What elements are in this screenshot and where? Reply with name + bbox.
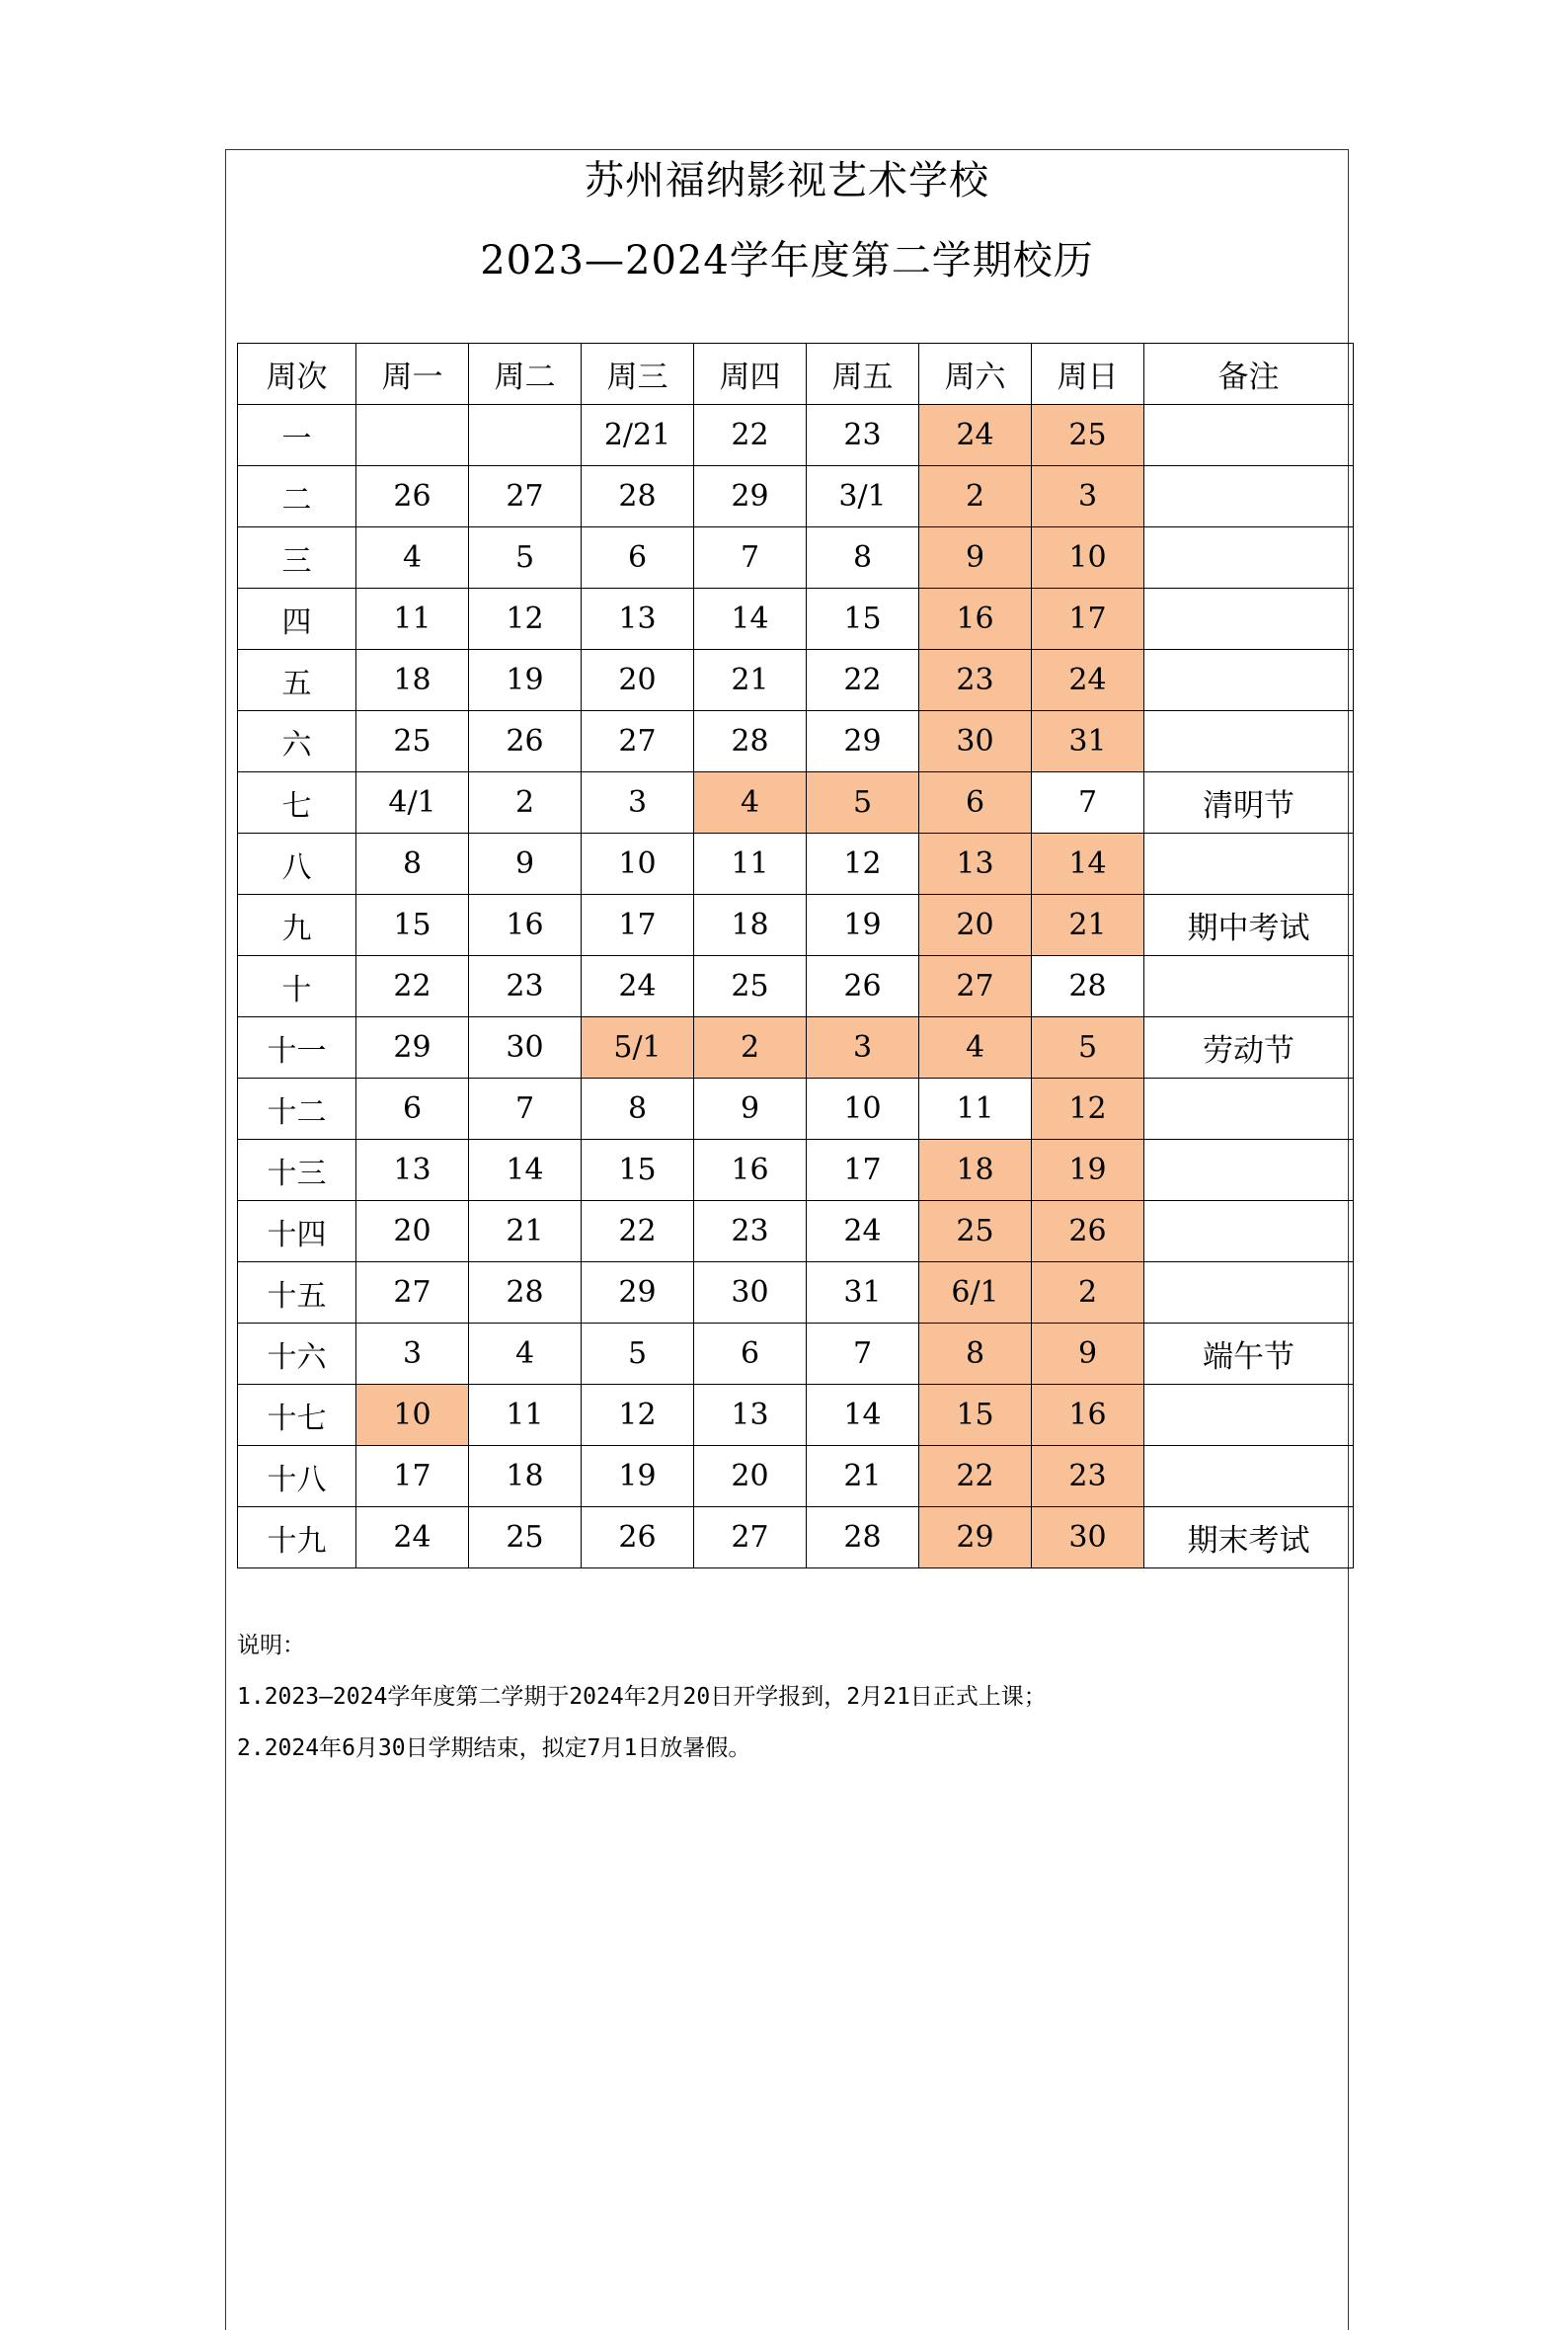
day-cell: 3 [582, 772, 694, 834]
week-number-cell: 十六 [238, 1324, 356, 1385]
day-cell: 21 [1032, 895, 1144, 956]
notes-section [237, 1620, 1047, 1774]
day-cell: 21 [807, 1446, 919, 1507]
week-number-cell: 十二 [238, 1079, 356, 1140]
day-cell: 17 [582, 895, 694, 956]
day-cell: 26 [807, 956, 919, 1017]
day-cell: 16 [694, 1140, 807, 1201]
day-cell: 2 [919, 466, 1032, 527]
day-cell: 22 [694, 405, 807, 466]
day-cell: 25 [356, 711, 469, 772]
day-cell: 8 [919, 1324, 1032, 1385]
day-cell: 3/1 [807, 466, 919, 527]
remark-cell: 期中考试 [1144, 895, 1354, 956]
week-number-cell: 五 [238, 650, 356, 711]
day-cell: 13 [694, 1385, 807, 1446]
remark-cell [1144, 711, 1354, 772]
table-row [238, 772, 1354, 834]
day-cell: 27 [469, 466, 582, 527]
day-cell: 10 [807, 1079, 919, 1140]
header-saturday: 周六 [919, 344, 1032, 405]
week-number-cell: 八 [238, 834, 356, 895]
day-cell: 14 [807, 1385, 919, 1446]
day-cell: 11 [356, 589, 469, 650]
day-cell: 10 [582, 834, 694, 895]
day-cell: 14 [469, 1140, 582, 1201]
day-cell: 25 [694, 956, 807, 1017]
day-cell: 5 [469, 527, 582, 589]
remark-cell [1144, 1385, 1354, 1446]
header-remarks: 备注 [1144, 344, 1354, 405]
day-cell: 5 [807, 772, 919, 834]
day-cell: 2/21 [582, 405, 694, 466]
remark-cell: 端午节 [1144, 1324, 1354, 1385]
note-item: 1.2023—2024学年度第二学期于2024年2月20日开学报到，2月21日正式上课； [237, 1684, 1047, 1710]
remark-cell [1144, 956, 1354, 1017]
table-row [238, 1079, 1354, 1140]
table-row [238, 1446, 1354, 1507]
day-cell: 27 [356, 1262, 469, 1324]
day-cell: 27 [582, 711, 694, 772]
week-number-cell: 九 [238, 895, 356, 956]
header-wednesday: 周三 [582, 344, 694, 405]
week-number-cell: 十三 [238, 1140, 356, 1201]
day-cell: 20 [694, 1446, 807, 1507]
day-cell: 30 [1032, 1507, 1144, 1568]
day-cell: 16 [1032, 1385, 1144, 1446]
day-cell: 2 [1032, 1262, 1144, 1324]
day-cell: 23 [1032, 1446, 1144, 1507]
day-cell: 27 [694, 1507, 807, 1568]
day-cell: 11 [469, 1385, 582, 1446]
day-cell: 23 [694, 1201, 807, 1262]
day-cell: 19 [469, 650, 582, 711]
day-cell: 25 [1032, 405, 1144, 466]
notes-heading: 说明： [237, 1633, 305, 1658]
day-cell: 30 [919, 711, 1032, 772]
day-cell: 2 [469, 772, 582, 834]
day-cell: 31 [807, 1262, 919, 1324]
day-cell: 15 [919, 1385, 1032, 1446]
day-cell: 15 [582, 1140, 694, 1201]
day-cell: 7 [1032, 772, 1144, 834]
day-cell: 18 [919, 1140, 1032, 1201]
day-cell: 8 [356, 834, 469, 895]
day-cell: 14 [1032, 834, 1144, 895]
day-cell: 13 [919, 834, 1032, 895]
day-cell: 16 [469, 895, 582, 956]
day-cell: 25 [469, 1507, 582, 1568]
day-cell: 23 [919, 650, 1032, 711]
day-cell: 18 [356, 650, 469, 711]
day-cell: 15 [807, 589, 919, 650]
table-row [238, 956, 1354, 1017]
week-number-cell: 四 [238, 589, 356, 650]
day-cell: 7 [807, 1324, 919, 1385]
day-cell: 23 [807, 405, 919, 466]
day-cell: 24 [582, 956, 694, 1017]
week-number-cell: 三 [238, 527, 356, 589]
day-cell: 18 [469, 1446, 582, 1507]
school-name: 苏州福纳影视艺术学校 [585, 158, 989, 203]
remark-cell [1144, 527, 1354, 589]
day-cell: 8 [582, 1079, 694, 1140]
header-row [238, 344, 1354, 405]
table-row [238, 834, 1354, 895]
day-cell: 18 [694, 895, 807, 956]
table-row [238, 1262, 1354, 1324]
day-cell: 11 [919, 1079, 1032, 1140]
day-cell: 28 [469, 1262, 582, 1324]
day-cell: 6 [582, 527, 694, 589]
header-friday: 周五 [807, 344, 919, 405]
day-cell: 26 [1032, 1201, 1144, 1262]
week-number-cell: 十四 [238, 1201, 356, 1262]
remark-cell: 劳动节 [1144, 1017, 1354, 1079]
day-cell: 11 [694, 834, 807, 895]
day-cell: 29 [356, 1017, 469, 1079]
table-row [238, 711, 1354, 772]
header-sunday: 周日 [1032, 344, 1144, 405]
remark-cell [1144, 466, 1354, 527]
day-cell: 19 [807, 895, 919, 956]
day-cell: 24 [807, 1201, 919, 1262]
day-cell: 4 [919, 1017, 1032, 1079]
day-cell: 3 [807, 1017, 919, 1079]
table-row [238, 466, 1354, 527]
week-number-cell: 七 [238, 772, 356, 834]
remark-cell [1144, 1079, 1354, 1140]
day-cell: 28 [582, 466, 694, 527]
day-cell: 28 [694, 711, 807, 772]
day-cell: 19 [582, 1446, 694, 1507]
table-row [238, 650, 1354, 711]
remark-cell [1144, 589, 1354, 650]
day-cell: 6 [919, 772, 1032, 834]
day-cell: 2 [694, 1017, 807, 1079]
day-cell: 3 [1032, 466, 1144, 527]
day-cell: 28 [1032, 956, 1144, 1017]
header-tuesday: 周二 [469, 344, 582, 405]
week-number-cell: 二 [238, 466, 356, 527]
day-cell: 9 [919, 527, 1032, 589]
day-cell: 29 [919, 1507, 1032, 1568]
note-item: 2.2024年6月30日学期结束，拟定7月1日放暑假。 [237, 1735, 751, 1761]
day-cell: 24 [356, 1507, 469, 1568]
table-row [238, 1140, 1354, 1201]
table-row [238, 895, 1354, 956]
day-cell: 22 [807, 650, 919, 711]
remark-cell [1144, 1140, 1354, 1201]
remark-cell [1144, 1262, 1354, 1324]
table-row [238, 589, 1354, 650]
day-cell: 31 [1032, 711, 1144, 772]
day-cell: 4 [469, 1324, 582, 1385]
day-cell: 10 [1032, 527, 1144, 589]
day-cell: 21 [469, 1201, 582, 1262]
day-cell: 26 [469, 711, 582, 772]
day-cell: 23 [469, 956, 582, 1017]
day-cell: 21 [694, 650, 807, 711]
week-number-cell: 十五 [238, 1262, 356, 1324]
remark-cell: 清明节 [1144, 772, 1354, 834]
day-cell: 24 [1032, 650, 1144, 711]
day-cell: 4/1 [356, 772, 469, 834]
day-cell [356, 405, 469, 466]
week-number-cell: 一 [238, 405, 356, 466]
day-cell: 13 [356, 1140, 469, 1201]
table-row [238, 527, 1354, 589]
day-cell: 5/1 [582, 1017, 694, 1079]
day-cell: 12 [1032, 1079, 1144, 1140]
day-cell: 29 [807, 711, 919, 772]
day-cell: 3 [356, 1324, 469, 1385]
day-cell: 7 [694, 527, 807, 589]
school-calendar-table [237, 343, 1354, 1568]
day-cell: 8 [807, 527, 919, 589]
calendar-title: 2023—2024学年度第二学期校历 [480, 238, 1094, 283]
table-row [238, 1385, 1354, 1446]
day-cell: 30 [469, 1017, 582, 1079]
day-cell: 16 [919, 589, 1032, 650]
calendar-body [238, 405, 1354, 1568]
day-cell: 12 [469, 589, 582, 650]
day-cell: 20 [582, 650, 694, 711]
day-cell: 19 [1032, 1140, 1144, 1201]
header-monday: 周一 [356, 344, 469, 405]
day-cell [469, 405, 582, 466]
remark-cell [1144, 650, 1354, 711]
day-cell: 5 [582, 1324, 694, 1385]
week-number-cell: 十 [238, 956, 356, 1017]
week-number-cell: 六 [238, 711, 356, 772]
table-row [238, 1201, 1354, 1262]
day-cell: 13 [582, 589, 694, 650]
day-cell: 6/1 [919, 1262, 1032, 1324]
remark-cell: 期末考试 [1144, 1507, 1354, 1568]
day-cell: 12 [807, 834, 919, 895]
day-cell: 4 [694, 772, 807, 834]
day-cell: 20 [919, 895, 1032, 956]
day-cell: 15 [356, 895, 469, 956]
day-cell: 10 [356, 1385, 469, 1446]
day-cell: 7 [469, 1079, 582, 1140]
day-cell: 14 [694, 589, 807, 650]
table-row [238, 405, 1354, 466]
day-cell: 22 [356, 956, 469, 1017]
day-cell: 26 [582, 1507, 694, 1568]
table-row [238, 1017, 1354, 1079]
day-cell: 9 [1032, 1324, 1144, 1385]
header-thursday: 周四 [694, 344, 807, 405]
remark-cell [1144, 834, 1354, 895]
remark-cell [1144, 1201, 1354, 1262]
remark-cell [1144, 1446, 1354, 1507]
week-number-cell: 十一 [238, 1017, 356, 1079]
day-cell: 29 [582, 1262, 694, 1324]
week-number-cell: 十七 [238, 1385, 356, 1446]
day-cell: 6 [694, 1324, 807, 1385]
day-cell: 4 [356, 527, 469, 589]
table-row [238, 1507, 1354, 1568]
day-cell: 30 [694, 1262, 807, 1324]
day-cell: 6 [356, 1079, 469, 1140]
day-cell: 17 [1032, 589, 1144, 650]
day-cell: 5 [1032, 1017, 1144, 1079]
day-cell: 24 [919, 405, 1032, 466]
week-number-cell: 十八 [238, 1446, 356, 1507]
day-cell: 9 [694, 1079, 807, 1140]
day-cell: 12 [582, 1385, 694, 1446]
day-cell: 26 [356, 466, 469, 527]
day-cell: 20 [356, 1201, 469, 1262]
day-cell: 27 [919, 956, 1032, 1017]
day-cell: 9 [469, 834, 582, 895]
table-row [238, 1324, 1354, 1385]
day-cell: 22 [582, 1201, 694, 1262]
day-cell: 17 [356, 1446, 469, 1507]
remark-cell [1144, 405, 1354, 466]
week-number-cell: 十九 [238, 1507, 356, 1568]
day-cell: 25 [919, 1201, 1032, 1262]
day-cell: 29 [694, 466, 807, 527]
day-cell: 22 [919, 1446, 1032, 1507]
day-cell: 28 [807, 1507, 919, 1568]
header-week: 周次 [238, 344, 356, 405]
day-cell: 17 [807, 1140, 919, 1201]
